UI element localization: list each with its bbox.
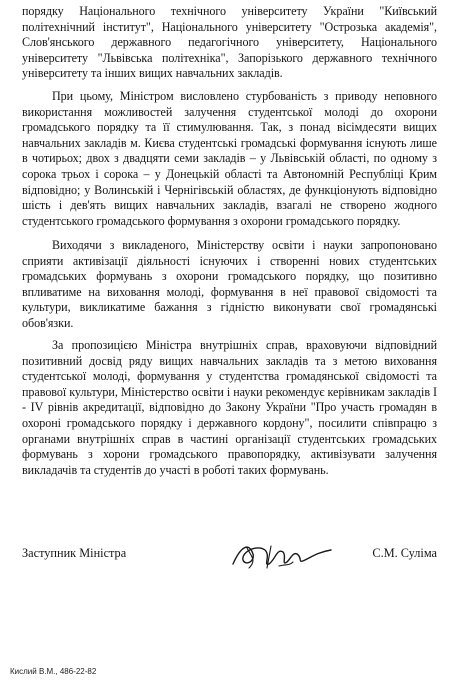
paragraph-4: За пропозицією Міністра внутрішніх справ, враховуючи відповідний позитивний досвід ряду вищих навчальних закладів та з метою виховання студентської молоді, формування у студентства громадянської свідомості та правової культури, Міністерство освіти і науки рекомендує керівникам закладів І - ІV рівнів акредитації, відповідно до Закону України "Про участь громадян в охороні громадського порядку і державного кордону", посилити співпрацю з органами внутрішніх справ в частині організації студентських громадських формувань з хорони громадського правопорядку, активізувати залучення викладачів та студентів до участі в роботі таких формувань. [22, 338, 437, 477]
handwritten-signature [227, 536, 337, 576]
signatory-name: С.М. Суліма [372, 546, 437, 560]
paragraph-2: При цьому, Міністром висловлено стурбованість з приводу неповного використання можливостей залучення студентської молоді до охорони громадського порядку та її стимулювання. Так, з понад вісімдесяти вищих навчальних закладів м. Києва студентські громадські формування існують лише в чотирьох; двох з двадцяти семи закладів – у Львівській області, по одному з сорока трьох і сорока – у Донецькій області та Автономній Республіці Крим відповідно; у Волинській і Чернігівській областях, де функціонують відповідно шість і дев'ять вищих навчальних закладів, взагалі не створено жодного студентського громадського формування з охорони громадського порядку. [22, 89, 437, 228]
paragraph-1: порядку Національного технічного університету України "Київський політехнічний інститут", Національного університету "Острозька академія", Слов'янського державного педагогічного університету, Національного університету "Львівська політехніка", Запорізького державного технічного університету та інших вищих навчальних закладів. [22, 4, 437, 81]
signatory-title: Заступник Міністра [22, 546, 127, 560]
signature-block [22, 542, 437, 582]
paragraph-3: Виходячи з викладеного, Міністерству освіти і науки запропоновано сприяти активізації діяльності існуючих і створенні нових студентських громадських формувань з охорони громадського порядку, що позитивно впливатиме на виховання молоді, формування в неї правової свідомості та культури, викликатиме бажання з гідністю виконувати свої громадянські обов'язки. [22, 238, 437, 330]
executor-contact: Кислий В.М., 486-22-82 [10, 667, 97, 676]
